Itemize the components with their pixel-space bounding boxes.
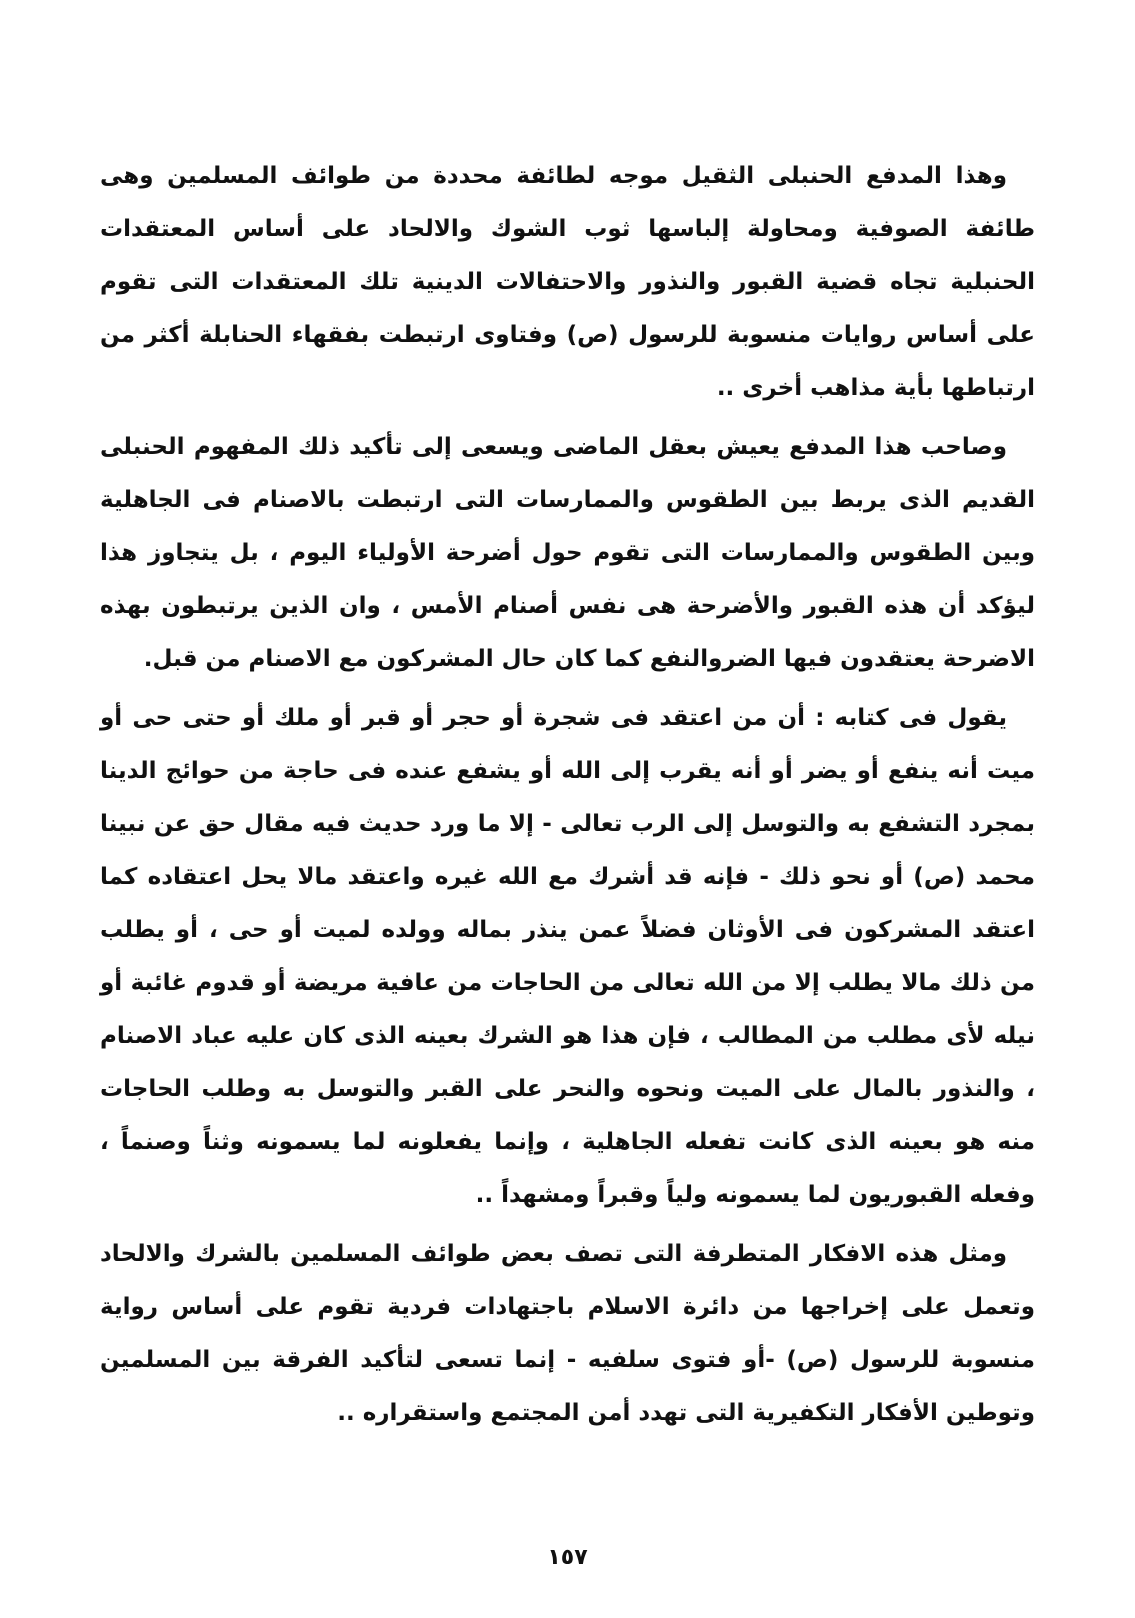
paragraph-1: وهذا المدفع الحنبلى الثقيل موجه لطائفة محددة من طوائف المسلمين وهى طائفة الصوفية ومحاولة إلباسها ثوب الشوك والالحاد على أساس المعتقدات الحنبلية تجاه قضية القبور والنذور والاحتفالات الدينية تلك المعتقدات التى تقوم على أساس روايات منسوبة للرسول (ص) وفتاوى ارتبطت بفقهاء الحنابلة أكثر من ارتباطها بأية مذاهب أخرى .. <box>100 163 1035 401</box>
paragraph-2: وصاحب هذا المدفع يعيش بعقل الماضى ويسعى إلى تأكيد ذلك المفهوم الحنبلى القديم الذى يربط بين الطقوس والممارسات التى ارتبطت بالاصنام فى الجاهلية وبين الطقوس والممارسات التى تقوم حول أضرحة الأولياء اليوم ، بل يتجاوز هذا ليؤكد أن هذه القبور والأضرحة هى نفس أصنام الأمس ، وان الذين يرتبطون بهذه الاضرحة يعتقدون فيها الضروالنفع كما كان حال المشركون مع الاصنام من قبل. <box>100 434 1035 672</box>
paragraph-4: ومثل هذه الافكار المتطرفة التى تصف بعض طوائف المسلمين بالشرك والالحاد وتعمل على إخراجها من دائرة الاسلام باجتهادات فردية تقوم على أساس رواية منسوبة للرسول (ص) -أو فتوى سلفيه - إنما تسعى لتأكيد الفرقة بين المسلمين وتوطين الأفكار التكفيرية التى تهدد أمن المجتمع واستقراره .. <box>100 1241 1035 1426</box>
page-number: ١٥٧ <box>547 1545 588 1570</box>
body-text <box>100 150 1035 1446</box>
paragraph-3: يقول فى كتابه : أن من اعتقد فى شجرة أو حجر أو قبر أو ملك أو حتى حى أو ميت أنه ينفع أو يضر أو أنه يقرب إلى الله أو يشفع عنده فى حاجة من حوائج الدينا بمجرد التشفع به والتوسل إلى الرب تعالى - إلا ما ورد حديث فيه مقال حق عن نبينا محمد (ص) أو نحو ذلك - فإنه قد أشرك مع الله غيره واعتقد مالا يحل اعتقاده كما اعتقد المشركون فى الأوثان فضلاً عمن ينذر بماله وولده لميت أو حى ، أو يطلب من ذلك مالا يطلب إلا من الله تعالى من الحاجات من عافية مريضة أو قدوم غائبة أو نيله لأى مطلب من المطالب ، فإن هذا هو الشرك بعينه الذى كان عليه عباد الاصنام ، والنذور بالمال على الميت ونحوه والنحر على القبر والتوسل به وطلب الحاجات منه هو بعينه الذى كانت تفعله الجاهلية ، وإنما يفعلونه لما يسمونه وثناً وصنماً ، وفعله القبوريون لما يسمونه ولياً وقبراً ومشهداً .. <box>100 705 1035 1208</box>
